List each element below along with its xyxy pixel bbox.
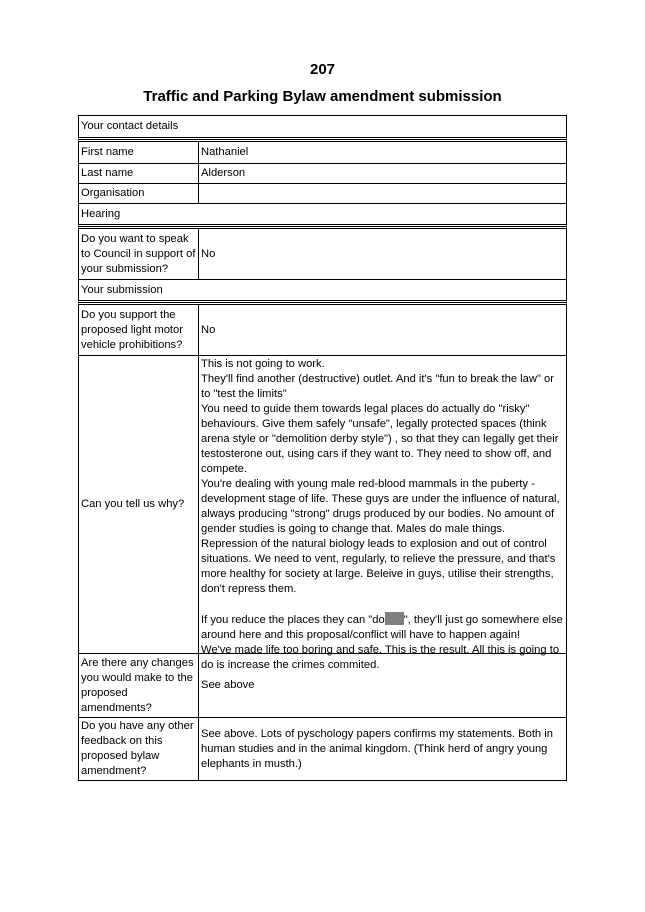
field-label: Do you support the proposed light motor vehicle prohibitions? [79,305,199,355]
row-changes [78,653,567,718]
row-first-name [78,139,567,164]
section-heading: Your submission [81,283,163,296]
page-number: 207 [309,61,336,78]
support-value: No [201,323,216,336]
page-title: Traffic and Parking Bylaw amendment submission [143,88,502,105]
why-paragraph: This is not going to work. [201,358,325,370]
feedback-value: See above. Lots of pyschology papers confirms my statements. Both in human studies and in the animal kingdom. (Think herd of angry young elephants in musth.) [201,727,553,770]
why-paragraph: You're dealing with young male red-blood mammals in the puberty - development stage of life. These guys are under the influence of natural, always producing "strong" drugs produced by our bodies. No amount of gender studies is going to change that. Males do male things. Repression of the natural biology leads to explosion and out of control situations. We need to vent, regularly, to relieve the pressure, and that's more healthy for society at large. Beleive in guys, utilise their strengths, don't repress them. [201,478,560,595]
why-text: ", they'll just go somewhere else around here and this proposal/conflict will have to happen again! [201,614,563,641]
speak-value: No [201,247,216,260]
field-label: Do you have any other feedback on this proposed bylaw amendment? [79,718,199,780]
row-organisation [78,183,567,204]
first-name-value: Nathaniel [201,146,249,158]
why-paragraph: We've made life too boring and safe. This is the result. All this is going to do is increase the crimes commited. [201,644,560,671]
section-heading: Hearing [81,207,121,220]
section-contact-details [78,115,567,140]
field-label: Are there any changes you would make to the proposed amendments? [79,654,199,717]
redaction-block [385,612,404,625]
field-label: Organisation [79,184,199,203]
section-hearing [78,203,567,227]
blank-line [201,597,564,612]
field-label: First name [79,142,199,163]
why-text: If you reduce the places they can "do [201,614,385,626]
why-paragraph: They'll find another (destructive) outlet. And it's "fun to break the law" or to "test the limits" [201,373,554,400]
row-other-feedback [78,717,567,781]
section-your-submission [78,279,567,303]
row-last-name [78,163,567,184]
field-label: Do you want to speak to Council in support of your submission? [79,229,199,279]
why-value [199,356,566,671]
changes-value: See above [201,679,255,691]
field-label: Last name [79,164,199,183]
submission-form [78,116,567,781]
why-paragraph: You need to guide them towards legal places do actually do "risky" behaviours. Give them safely "unsafe", legally protected spaces (think arena style or "demolition derby style") , so that they can legally get their testosterone out, using cars if they want to. They need to show off, and compete. [201,403,559,475]
why-paragraph [201,612,564,643]
row-tell-us-why [78,355,567,671]
field-label: Can you tell us why? [79,356,199,653]
row-support-prohibitions [78,302,567,356]
organisation-value [199,184,566,203]
row-speak-to-council [78,226,567,280]
section-heading: Your contact details [81,120,179,132]
last-name-value: Alderson [201,167,246,179]
